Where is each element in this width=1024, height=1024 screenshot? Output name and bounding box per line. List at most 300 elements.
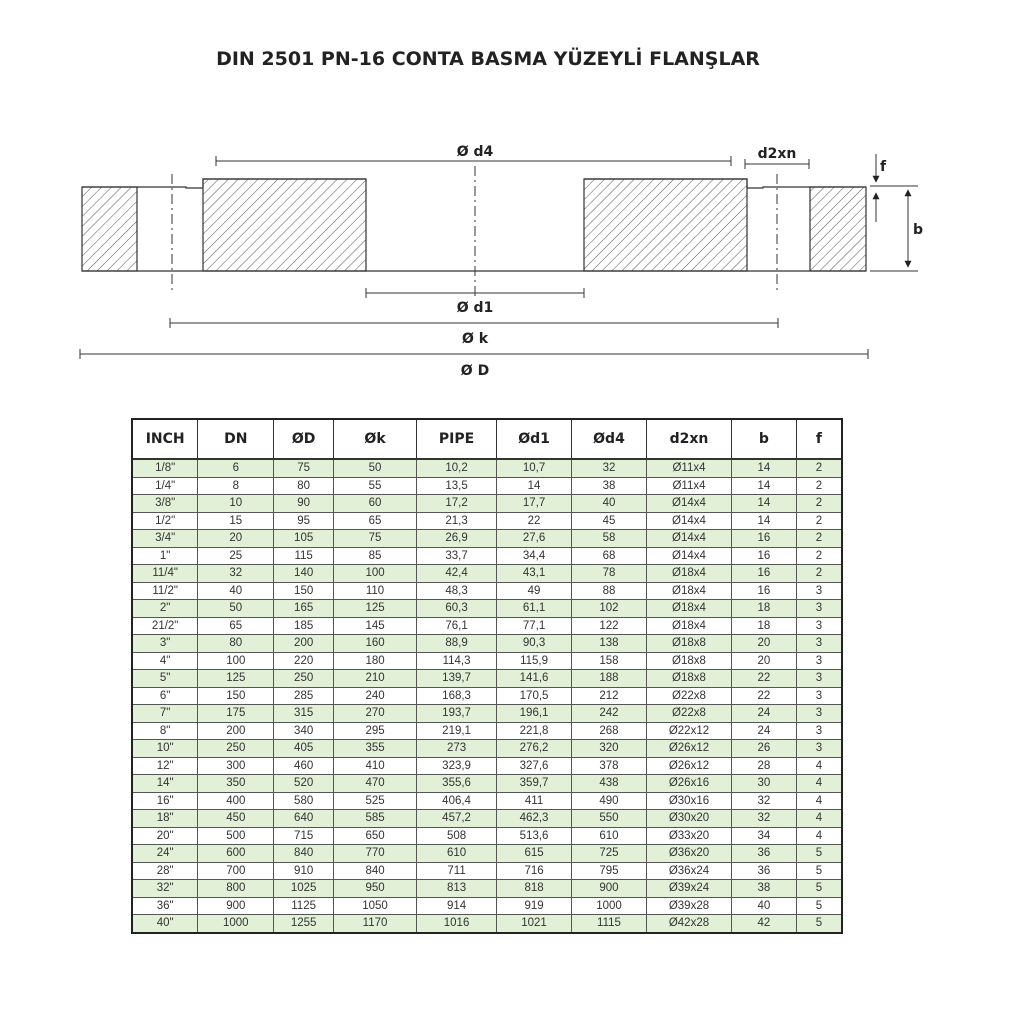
table-cell-bolt-circle: 525	[334, 792, 417, 810]
table-cell-d2xn: Ø14x4	[646, 530, 731, 548]
table-row	[133, 845, 841, 863]
table-cell-d2xn: Ø14x4	[646, 547, 731, 565]
table-cell-f: 3	[796, 617, 841, 635]
table-cell-pipe: 323,9	[417, 757, 497, 775]
table-cell-b: 14	[732, 477, 797, 495]
table-cell-bolt-circle: 240	[334, 687, 417, 705]
table-cell-outer-diameter: 95	[274, 512, 334, 530]
table-cell-bolt-circle: 55	[334, 477, 417, 495]
table-cell-d4: 158	[572, 652, 647, 670]
table-cell-pipe: 17,2	[417, 495, 497, 513]
table-cell-bolt-circle: 100	[334, 565, 417, 583]
table-cell-dn: 20	[198, 530, 274, 548]
table-cell-f: 3	[796, 705, 841, 723]
table-cell-f: 5	[796, 897, 841, 915]
table-cell-outer-diameter: 405	[274, 740, 334, 758]
table-cell-outer-diameter: 1255	[274, 915, 334, 932]
table-cell-inch: 14"	[133, 775, 198, 793]
table-cell-dn: 10	[198, 495, 274, 513]
table-cell-d2xn: Ø30x16	[646, 792, 731, 810]
table-cell-pipe: 711	[417, 862, 497, 880]
table-cell-d1: 115,9	[497, 652, 572, 670]
table-cell-dn: 65	[198, 617, 274, 635]
table-cell-d4: 138	[572, 635, 647, 653]
label-D: Ø D	[460, 363, 490, 379]
table-cell-pipe: 610	[417, 845, 497, 863]
table-cell-f: 4	[796, 775, 841, 793]
table-cell-f: 2	[796, 512, 841, 530]
table-cell-inch: 16"	[133, 792, 198, 810]
label-f: f	[880, 159, 887, 175]
table-cell-bolt-circle: 145	[334, 617, 417, 635]
table-cell-dn: 500	[198, 827, 274, 845]
table-cell-d4: 725	[572, 845, 647, 863]
table-cell-pipe: 114,3	[417, 652, 497, 670]
table-cell-bolt-circle: 50	[334, 459, 417, 477]
table-cell-pipe: 10,2	[417, 459, 497, 477]
table-cell-d4: 38	[572, 477, 647, 495]
table-cell-outer-diameter: 340	[274, 722, 334, 740]
table-cell-b: 36	[732, 862, 797, 880]
table-row	[133, 600, 841, 618]
table-cell-d4: 378	[572, 757, 647, 775]
table-cell-d4: 32	[572, 459, 647, 477]
table-cell-pipe: 88,9	[417, 635, 497, 653]
table-cell-inch: 1/4"	[133, 477, 198, 495]
table-cell-f: 4	[796, 757, 841, 775]
table-row	[133, 827, 841, 845]
table-cell-pipe: 26,9	[417, 530, 497, 548]
table-cell-dn: 50	[198, 600, 274, 618]
table-row	[133, 705, 841, 723]
table-cell-d4: 490	[572, 792, 647, 810]
table-row	[133, 670, 841, 688]
table-cell-b: 18	[732, 617, 797, 635]
table-cell-outer-diameter: 640	[274, 810, 334, 828]
table-cell-outer-diameter: 520	[274, 775, 334, 793]
table-cell-d1: 1021	[497, 915, 572, 932]
table-cell-outer-diameter: 140	[274, 565, 334, 583]
table-cell-d1: 10,7	[497, 459, 572, 477]
table-cell-d4: 795	[572, 862, 647, 880]
table-cell-inch: 1/8"	[133, 459, 198, 477]
table-cell-dn: 900	[198, 897, 274, 915]
table-cell-d2xn: Ø42x28	[646, 915, 731, 932]
table-row	[133, 862, 841, 880]
table-cell-f: 2	[796, 565, 841, 583]
table-cell-dn: 8	[198, 477, 274, 495]
table-cell-d4: 268	[572, 722, 647, 740]
table-row	[133, 582, 841, 600]
table-cell-d1: 77,1	[497, 617, 572, 635]
table-cell-inch: 11/2"	[133, 582, 198, 600]
table-cell-inch: 20"	[133, 827, 198, 845]
table-cell-bolt-circle: 270	[334, 705, 417, 723]
column-header-pipe: PIPE	[417, 420, 497, 459]
label-k: Ø k	[461, 331, 489, 347]
table-cell-bolt-circle: 950	[334, 880, 417, 898]
table-cell-d1: 716	[497, 862, 572, 880]
table-cell-outer-diameter: 200	[274, 635, 334, 653]
table-cell-d2xn: Ø36x24	[646, 862, 731, 880]
table-cell-b: 26	[732, 740, 797, 758]
page-title: DIN 2501 PN-16 CONTA BASMA YÜZEYLİ FLANŞLAR	[216, 48, 760, 70]
table-cell-d2xn: Ø18x4	[646, 565, 731, 583]
table-cell-d4: 102	[572, 600, 647, 618]
table-cell-bolt-circle: 85	[334, 547, 417, 565]
table-cell-d2xn: Ø14x4	[646, 495, 731, 513]
table-cell-pipe: 13,5	[417, 477, 497, 495]
table-cell-d1: 327,6	[497, 757, 572, 775]
table-cell-d1: 22	[497, 512, 572, 530]
flange-dimensions-table	[133, 420, 841, 932]
table-cell-b: 16	[732, 530, 797, 548]
table-cell-d1: 513,6	[497, 827, 572, 845]
table-cell-d4: 242	[572, 705, 647, 723]
table-cell-bolt-circle: 585	[334, 810, 417, 828]
table-row	[133, 687, 841, 705]
table-body	[133, 459, 841, 932]
table-cell-dn: 700	[198, 862, 274, 880]
table-cell-d2xn: Ø14x4	[646, 512, 731, 530]
table-row	[133, 512, 841, 530]
table-cell-dn: 600	[198, 845, 274, 863]
right-inner-section	[584, 179, 747, 271]
table-cell-d1: 221,8	[497, 722, 572, 740]
table-cell-b: 28	[732, 757, 797, 775]
table-cell-dn: 100	[198, 652, 274, 670]
table-cell-f: 3	[796, 670, 841, 688]
table-row	[133, 757, 841, 775]
table-cell-inch: 8"	[133, 722, 198, 740]
table-cell-outer-diameter: 220	[274, 652, 334, 670]
table-cell-pipe: 42,4	[417, 565, 497, 583]
table-cell-bolt-circle: 650	[334, 827, 417, 845]
table-cell-bolt-circle: 840	[334, 862, 417, 880]
table-cell-f: 3	[796, 722, 841, 740]
table-cell-outer-diameter: 150	[274, 582, 334, 600]
column-header-f: f	[796, 420, 841, 459]
table-cell-d4: 68	[572, 547, 647, 565]
table-cell-b: 30	[732, 775, 797, 793]
table-cell-bolt-circle: 1050	[334, 897, 417, 915]
table-cell-bolt-circle: 125	[334, 600, 417, 618]
label-d1: Ø d1	[456, 300, 494, 316]
table-cell-f: 4	[796, 810, 841, 828]
table-cell-inch: 36"	[133, 897, 198, 915]
table-cell-d2xn: Ø18x8	[646, 652, 731, 670]
table-cell-b: 22	[732, 687, 797, 705]
table-row	[133, 495, 841, 513]
table-cell-pipe: 168,3	[417, 687, 497, 705]
table-cell-d1: 17,7	[497, 495, 572, 513]
table-cell-d2xn: Ø18x8	[646, 670, 731, 688]
table-cell-dn: 32	[198, 565, 274, 583]
table-cell-f: 2	[796, 495, 841, 513]
table-cell-pipe: 219,1	[417, 722, 497, 740]
table-cell-pipe: 139,7	[417, 670, 497, 688]
table-cell-b: 16	[732, 565, 797, 583]
table-cell-d4: 610	[572, 827, 647, 845]
table-cell-d2xn: Ø18x4	[646, 600, 731, 618]
table-row	[133, 459, 841, 477]
table-cell-dn: 300	[198, 757, 274, 775]
table-cell-bolt-circle: 410	[334, 757, 417, 775]
table-cell-f: 3	[796, 635, 841, 653]
table-cell-b: 24	[732, 722, 797, 740]
table-cell-inch: 1"	[133, 547, 198, 565]
table-cell-d4: 550	[572, 810, 647, 828]
table-cell-inch: 7"	[133, 705, 198, 723]
table-cell-b: 16	[732, 582, 797, 600]
table-cell-dn: 80	[198, 635, 274, 653]
column-header-d2xn: d2xn	[646, 420, 731, 459]
table-cell-b: 32	[732, 792, 797, 810]
table-cell-d2xn: Ø36x20	[646, 845, 731, 863]
table-row	[133, 652, 841, 670]
table-cell-b: 20	[732, 652, 797, 670]
flange-cross-section-drawing	[0, 130, 1024, 390]
table-cell-bolt-circle: 110	[334, 582, 417, 600]
table-cell-inch: 10"	[133, 740, 198, 758]
table-cell-outer-diameter: 115	[274, 547, 334, 565]
column-header-b: b	[732, 420, 797, 459]
table-row	[133, 722, 841, 740]
table-cell-b: 36	[732, 845, 797, 863]
table-cell-outer-diameter: 315	[274, 705, 334, 723]
table-cell-pipe: 60,3	[417, 600, 497, 618]
table-cell-dn: 400	[198, 792, 274, 810]
table-cell-f: 2	[796, 477, 841, 495]
table-row	[133, 740, 841, 758]
table-cell-d1: 27,6	[497, 530, 572, 548]
table-cell-b: 38	[732, 880, 797, 898]
table-cell-d1: 818	[497, 880, 572, 898]
table-cell-outer-diameter: 285	[274, 687, 334, 705]
table-cell-bolt-circle: 770	[334, 845, 417, 863]
table-cell-b: 14	[732, 495, 797, 513]
table-cell-inch: 2"	[133, 600, 198, 618]
table-cell-outer-diameter: 105	[274, 530, 334, 548]
table-cell-d1: 919	[497, 897, 572, 915]
table-cell-dn: 175	[198, 705, 274, 723]
table-cell-d1: 411	[497, 792, 572, 810]
table-cell-d4: 40	[572, 495, 647, 513]
left-outer-section	[82, 187, 137, 271]
table-cell-d2xn: Ø30x20	[646, 810, 731, 828]
table-cell-inch: 3/8"	[133, 495, 198, 513]
table-cell-d2xn: Ø26x12	[646, 757, 731, 775]
table-cell-inch: 5"	[133, 670, 198, 688]
table-cell-dn: 1000	[198, 915, 274, 932]
table-row	[133, 565, 841, 583]
table-cell-pipe: 48,3	[417, 582, 497, 600]
table-cell-d1: 90,3	[497, 635, 572, 653]
flange-dimensions-table-container	[131, 418, 843, 934]
table-cell-inch: 1/2"	[133, 512, 198, 530]
table-cell-d1: 276,2	[497, 740, 572, 758]
table-cell-bolt-circle: 65	[334, 512, 417, 530]
table-cell-pipe: 1016	[417, 915, 497, 932]
table-cell-d1: 170,5	[497, 687, 572, 705]
table-cell-f: 5	[796, 880, 841, 898]
table-cell-dn: 15	[198, 512, 274, 530]
table-cell-pipe: 406,4	[417, 792, 497, 810]
table-cell-d4: 45	[572, 512, 647, 530]
table-cell-inch: 24"	[133, 845, 198, 863]
table-cell-d2xn: Ø11x4	[646, 477, 731, 495]
table-cell-d1: 359,7	[497, 775, 572, 793]
table-cell-bolt-circle: 295	[334, 722, 417, 740]
table-cell-outer-diameter: 165	[274, 600, 334, 618]
table-cell-dn: 40	[198, 582, 274, 600]
label-d2xn: d2xn	[757, 146, 797, 162]
table-cell-d2xn: Ø33x20	[646, 827, 731, 845]
table-cell-d2xn: Ø22x8	[646, 705, 731, 723]
table-cell-d4: 1115	[572, 915, 647, 932]
table-cell-f: 3	[796, 740, 841, 758]
table-cell-outer-diameter: 910	[274, 862, 334, 880]
table-cell-f: 3	[796, 600, 841, 618]
table-cell-d1: 196,1	[497, 705, 572, 723]
table-cell-f: 2	[796, 547, 841, 565]
table-cell-pipe: 457,2	[417, 810, 497, 828]
column-header-dn: DN	[198, 420, 274, 459]
label-d4: Ø d4	[456, 144, 494, 160]
table-cell-d1: 462,3	[497, 810, 572, 828]
table-cell-inch: 4"	[133, 652, 198, 670]
table-row	[133, 897, 841, 915]
table-cell-d1: 141,6	[497, 670, 572, 688]
table-cell-d2xn: Ø11x4	[646, 459, 731, 477]
table-cell-d2xn: Ø39x28	[646, 897, 731, 915]
table-cell-d4: 188	[572, 670, 647, 688]
table-cell-f: 4	[796, 827, 841, 845]
table-cell-bolt-circle: 210	[334, 670, 417, 688]
table-cell-f: 2	[796, 530, 841, 548]
table-cell-bolt-circle: 180	[334, 652, 417, 670]
table-cell-d2xn: Ø18x8	[646, 635, 731, 653]
table-cell-d4: 78	[572, 565, 647, 583]
table-cell-bolt-circle: 60	[334, 495, 417, 513]
table-cell-pipe: 813	[417, 880, 497, 898]
table-cell-b: 42	[732, 915, 797, 932]
table-row	[133, 547, 841, 565]
table-cell-d1: 49	[497, 582, 572, 600]
table-cell-f: 4	[796, 792, 841, 810]
table-cell-outer-diameter: 90	[274, 495, 334, 513]
table-cell-outer-diameter: 1025	[274, 880, 334, 898]
table-cell-inch: 12"	[133, 757, 198, 775]
table-cell-d4: 900	[572, 880, 647, 898]
table-cell-bolt-circle: 75	[334, 530, 417, 548]
right-outer-section	[810, 187, 866, 271]
table-cell-dn: 25	[198, 547, 274, 565]
table-cell-outer-diameter: 185	[274, 617, 334, 635]
table-cell-d4: 58	[572, 530, 647, 548]
table-cell-dn: 350	[198, 775, 274, 793]
table-row	[133, 792, 841, 810]
table-cell-dn: 125	[198, 670, 274, 688]
table-cell-b: 18	[732, 600, 797, 618]
table-cell-d1: 615	[497, 845, 572, 863]
table-cell-b: 14	[732, 459, 797, 477]
table-cell-f: 3	[796, 582, 841, 600]
table-cell-outer-diameter: 840	[274, 845, 334, 863]
table-cell-f: 5	[796, 915, 841, 932]
table-cell-inch: 3/4"	[133, 530, 198, 548]
column-header-d1: Ød1	[497, 420, 572, 459]
table-cell-f: 2	[796, 459, 841, 477]
table-cell-b: 24	[732, 705, 797, 723]
table-cell-outer-diameter: 75	[274, 459, 334, 477]
table-cell-d4: 1000	[572, 897, 647, 915]
left-inner-section	[203, 179, 366, 271]
table-cell-b: 32	[732, 810, 797, 828]
table-cell-outer-diameter: 715	[274, 827, 334, 845]
table-cell-b: 16	[732, 547, 797, 565]
table-row	[133, 880, 841, 898]
table-cell-b: 22	[732, 670, 797, 688]
table-cell-inch: 6"	[133, 687, 198, 705]
table-cell-inch: 32"	[133, 880, 198, 898]
table-cell-d4: 438	[572, 775, 647, 793]
column-header-d4: Ød4	[572, 420, 647, 459]
table-cell-bolt-circle: 355	[334, 740, 417, 758]
table-cell-pipe: 914	[417, 897, 497, 915]
flange-hatched-sections	[82, 179, 866, 271]
table-cell-bolt-circle: 160	[334, 635, 417, 653]
table-row	[133, 477, 841, 495]
table-cell-inch: 28"	[133, 862, 198, 880]
table-cell-outer-diameter: 1125	[274, 897, 334, 915]
table-cell-pipe: 355,6	[417, 775, 497, 793]
table-cell-f: 3	[796, 652, 841, 670]
table-cell-outer-diameter: 580	[274, 792, 334, 810]
table-cell-inch: 21/2"	[133, 617, 198, 635]
table-cell-d2xn: Ø22x12	[646, 722, 731, 740]
table-cell-dn: 250	[198, 740, 274, 758]
table-cell-d2xn: Ø18x4	[646, 617, 731, 635]
table-cell-bolt-circle: 1170	[334, 915, 417, 932]
table-cell-inch: 3"	[133, 635, 198, 653]
table-cell-pipe: 33,7	[417, 547, 497, 565]
table-cell-d1: 43,1	[497, 565, 572, 583]
table-cell-b: 20	[732, 635, 797, 653]
table-cell-dn: 450	[198, 810, 274, 828]
column-header-inch: INCH	[133, 420, 198, 459]
table-cell-d2xn: Ø26x12	[646, 740, 731, 758]
table-cell-pipe: 21,3	[417, 512, 497, 530]
table-cell-dn: 150	[198, 687, 274, 705]
table-cell-outer-diameter: 250	[274, 670, 334, 688]
table-row	[133, 915, 841, 932]
table-cell-pipe: 508	[417, 827, 497, 845]
table-cell-pipe: 76,1	[417, 617, 497, 635]
table-cell-d4: 212	[572, 687, 647, 705]
table-cell-inch: 18"	[133, 810, 198, 828]
table-cell-d1: 61,1	[497, 600, 572, 618]
column-header-bolt-circle: Øk	[334, 420, 417, 459]
table-cell-b: 34	[732, 827, 797, 845]
table-row	[133, 775, 841, 793]
table-cell-f: 5	[796, 845, 841, 863]
table-row	[133, 530, 841, 548]
table-cell-outer-diameter: 80	[274, 477, 334, 495]
table-cell-pipe: 193,7	[417, 705, 497, 723]
table-cell-dn: 200	[198, 722, 274, 740]
table-cell-b: 14	[732, 512, 797, 530]
